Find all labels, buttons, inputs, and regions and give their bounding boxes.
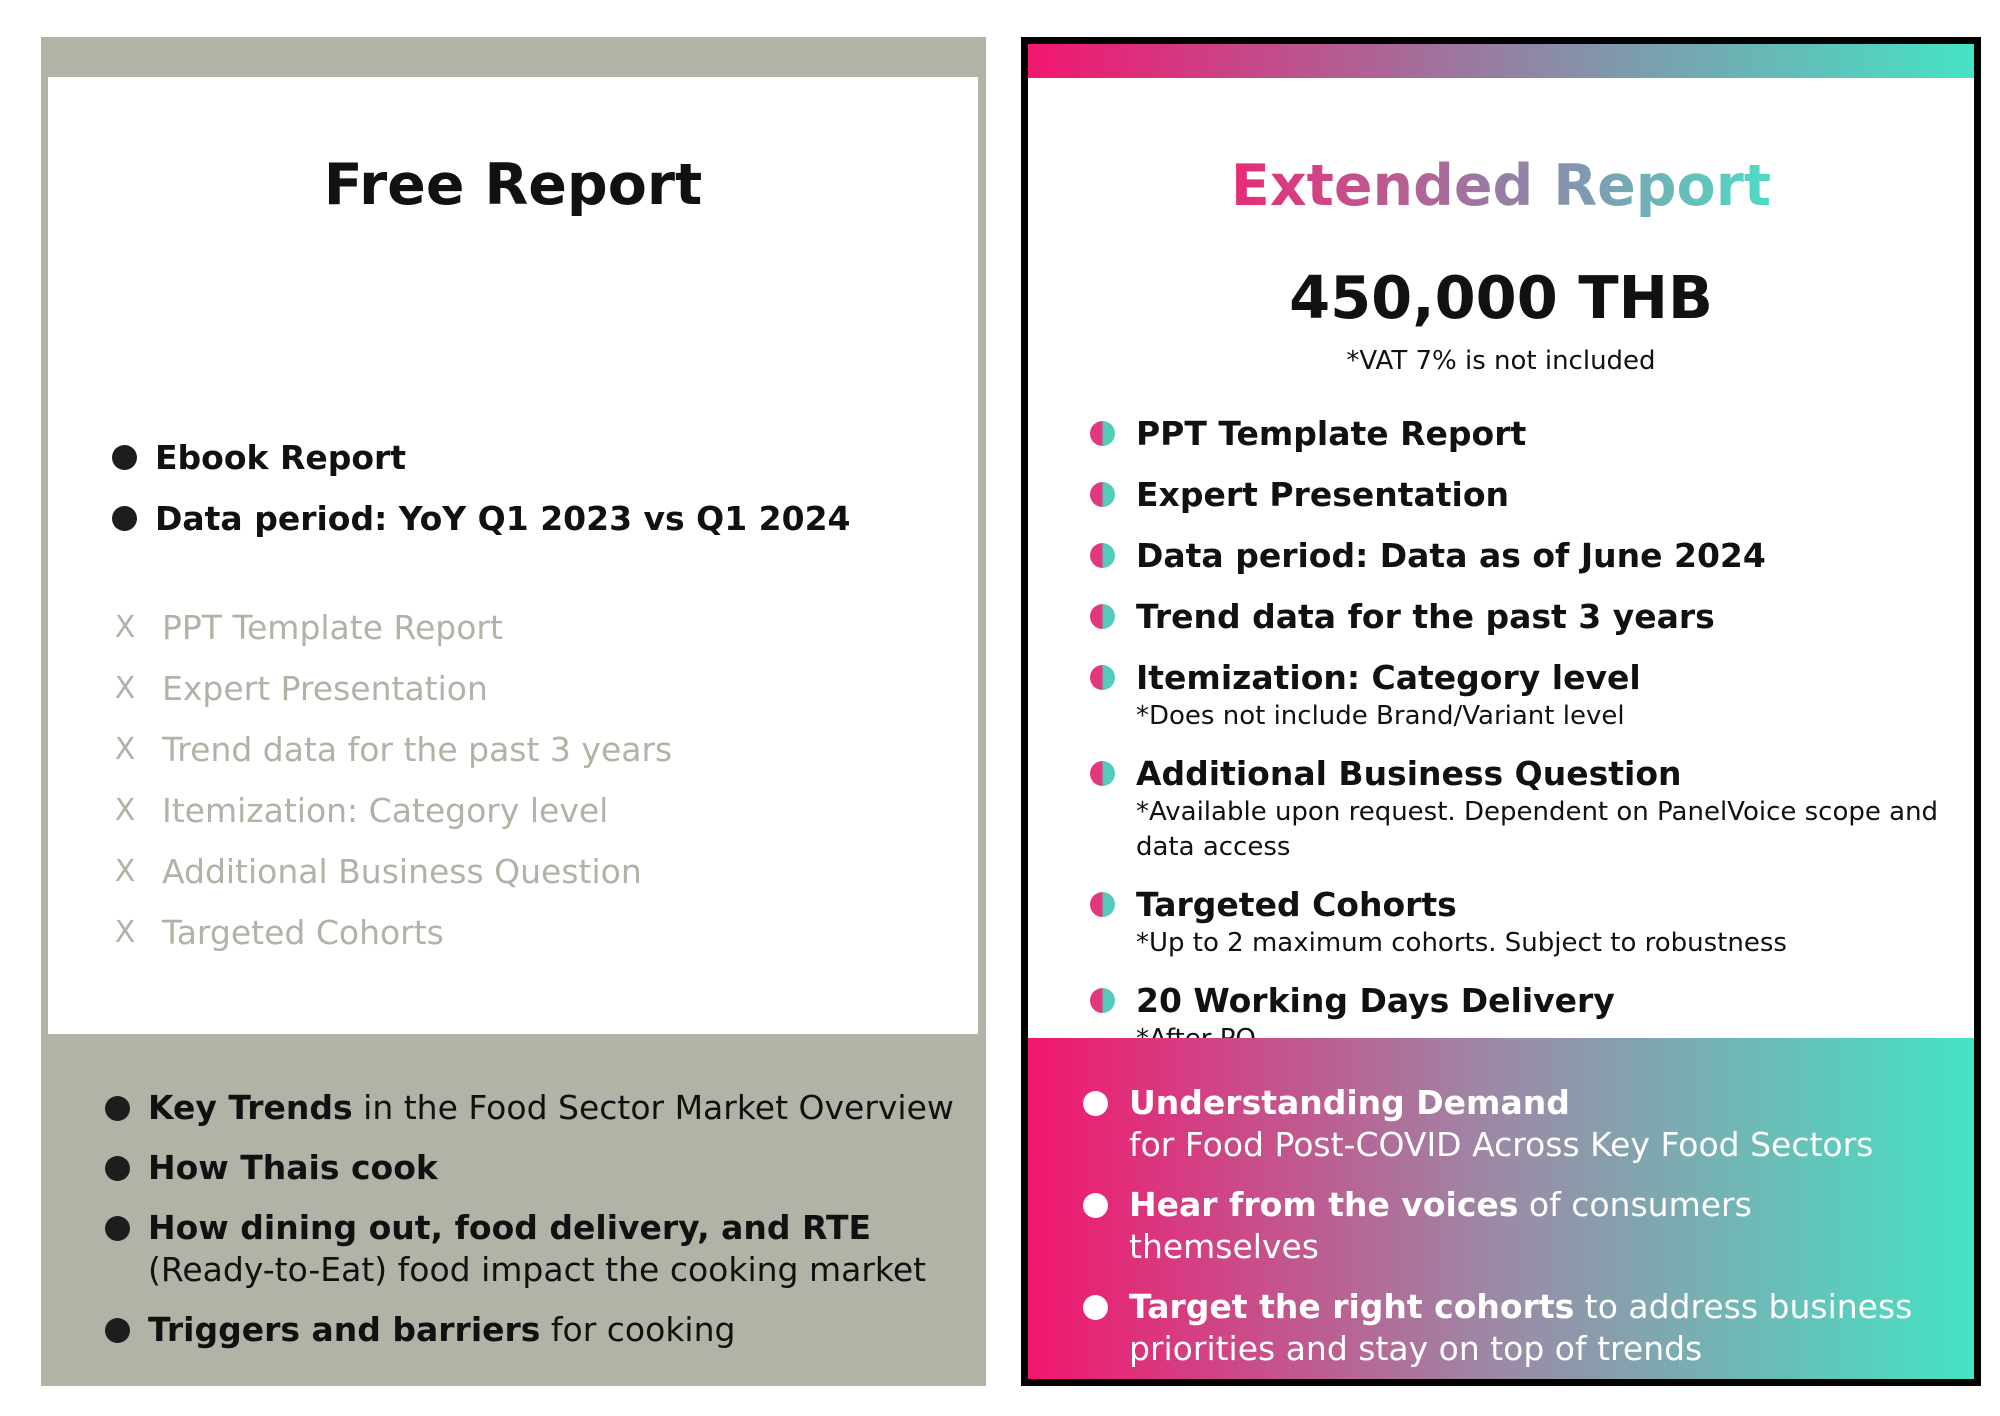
cross-icon: X	[114, 610, 136, 645]
extended-report-card	[1021, 37, 1981, 1386]
extended-benefits-list	[1083, 1082, 1943, 1388]
list-item: PPT Template Report	[1090, 413, 1950, 455]
list-item: Understanding Demand for Food Post-COVID Across Key Food Sectors	[1083, 1082, 1943, 1166]
bullet-icon	[105, 1216, 130, 1241]
free-excluded-list	[112, 597, 672, 963]
list-item: 20 Working Days Delivery	[1090, 980, 1950, 1057]
gradient-bullet-icon	[1090, 892, 1115, 917]
list-item: X Targeted Cohorts	[112, 902, 672, 963]
free-report-panel	[48, 77, 978, 1034]
cross-icon: X	[114, 793, 136, 828]
free-benefits-list	[105, 1087, 965, 1369]
cross-icon: X	[114, 732, 136, 767]
price: 450,000 THB	[1289, 263, 1713, 332]
bullet-icon	[112, 506, 137, 531]
list-item: X Additional Business Question	[112, 841, 672, 902]
gradient-top-bar	[1028, 44, 1974, 78]
free-included-list	[112, 427, 851, 549]
list-item: Additional Business Question *Available upon request. Dependent on PanelVoice scope and data access	[1090, 753, 1950, 865]
list-item: X Itemization: Category level	[112, 780, 672, 841]
list-item: Data period: Data as of June 2024	[1090, 535, 1950, 577]
list-item: Hear from the voices of consumers themselves	[1083, 1184, 1943, 1268]
gradient-bullet-icon	[1090, 761, 1115, 786]
list-item: X PPT Template Report	[112, 597, 672, 658]
list-item: X Trend data for the past 3 years	[112, 719, 672, 780]
extended-features-list	[1090, 413, 1950, 1076]
bullet-icon	[105, 1096, 130, 1121]
extended-report-panel	[1028, 78, 1974, 1038]
gradient-bullet-icon	[1090, 665, 1115, 690]
list-item: Target the right cohorts to address business priorities and stay on top of trends	[1083, 1286, 1943, 1370]
list-item: Key Trends in the Food Sector Market Overview	[105, 1087, 965, 1129]
list-item: Targeted Cohorts *Up to 2 maximum cohorts. Subject to robustness	[1090, 884, 1950, 961]
gradient-bullet-icon	[1090, 604, 1115, 629]
list-item: Itemization: Category level *Does not include Brand/Variant level	[1090, 657, 1950, 734]
list-item: Trend data for the past 3 years	[1090, 596, 1950, 638]
cross-icon: X	[114, 854, 136, 889]
list-item: Triggers and barriers for cooking	[105, 1309, 965, 1351]
vat-note: *VAT 7% is not included	[1346, 346, 1656, 376]
bullet-icon	[1083, 1295, 1108, 1320]
free-report-title: Free Report	[323, 152, 703, 218]
cross-icon: X	[114, 915, 136, 950]
bullet-icon	[1083, 1193, 1108, 1218]
bullet-icon	[1083, 1091, 1108, 1116]
extended-report-title: Extended Report	[1230, 153, 1772, 219]
list-item: Expert Presentation	[1090, 474, 1950, 516]
list-item: Ebook Report	[112, 427, 851, 488]
bullet-icon	[105, 1318, 130, 1343]
cross-icon: X	[114, 671, 136, 706]
bullet-icon	[112, 445, 137, 470]
gradient-bullet-icon	[1090, 543, 1115, 568]
list-item: How dining out, food delivery, and RTE (Ready-to-Eat) food impact the cooking market	[105, 1207, 965, 1291]
gradient-bullet-icon	[1090, 421, 1115, 446]
list-item: X Expert Presentation	[112, 658, 672, 719]
gradient-bullet-icon	[1090, 988, 1115, 1013]
list-item: Data period: YoY Q1 2023 vs Q1 2024	[112, 488, 851, 549]
free-report-card	[41, 37, 986, 1386]
bullet-icon	[105, 1156, 130, 1181]
list-item: How Thais cook	[105, 1147, 965, 1189]
gradient-bullet-icon	[1090, 482, 1115, 507]
